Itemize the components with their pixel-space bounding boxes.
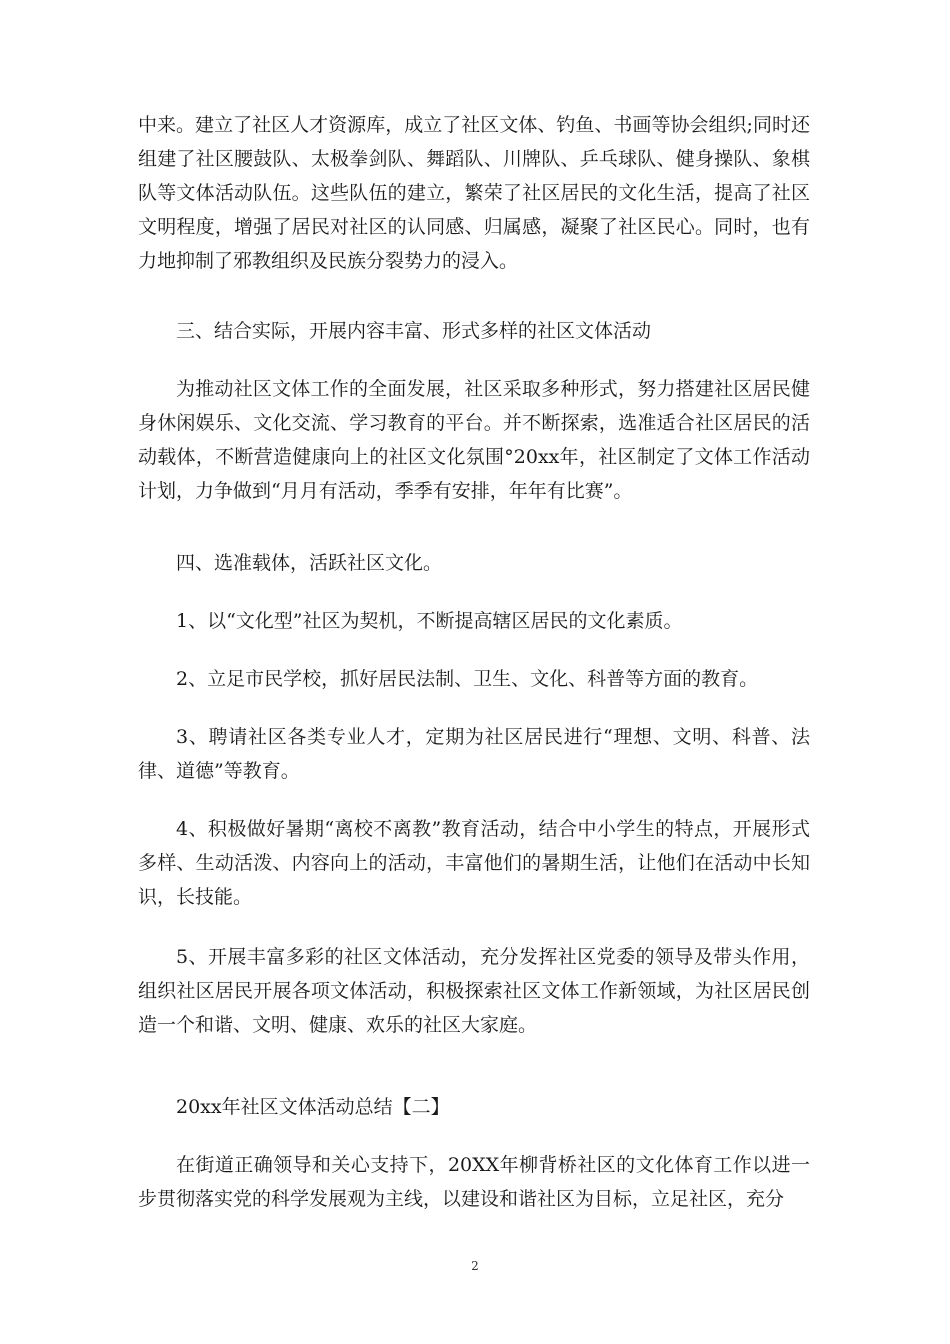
paragraph-culture-development: 为推动社区文体工作的全面发展，社区采取多种形式，努力搭建社区居民健身休闲娱乐、文化交流、学习教育的平台。并不断探索，选准适合社区居民的活动载体，不断营造健康向上的社区文化氛围°20xx年，社区制定了文体工作活动计划，力争做到“月月有活动，季季有安排，年年有比赛”。 (138, 378, 810, 502)
section-heading-3: 三、结合实际，开展内容丰富、形式多样的社区文体活动 (176, 320, 652, 342)
list-item-5: 5、开展丰富多彩的社区文体活动，充分发挥社区党委的领导及带头作用，组织社区居民开展各项文体活动，积极探索社区文体工作新领域，为社区居民创造一个和谐、文明、健康、欢乐的社区大家庭。 (138, 946, 810, 1036)
paragraph-summary-2-intro: 在街道正确领导和关心支持下，20XX年柳背桥社区的文化体育工作以进一步贯彻落实党的科学发展观为主线，以建设和谐社区为目标，立足社区，充分 (138, 1154, 810, 1210)
list-item-1: 1、以“文化型”社区为契机，不断提高辖区居民的文化素质。 (176, 610, 683, 632)
page-number: 2 (471, 1259, 479, 1273)
list-item-4: 4、积极做好暑期“离校不离教”教育活动，结合中小学生的特点，开展形式多样、生动活泼、内容向上的活动，丰富他们的暑期生活，让他们在活动中长知识，长技能。 (138, 818, 810, 908)
list-item-2: 2、立足市民学校，抓好居民法制、卫生、文化、科普等方面的教育。 (176, 668, 759, 690)
list-item-3: 3、聘请社区各类专业人才，定期为社区居民进行“理想、文明、科普、法律、道德”等教育。 (138, 726, 810, 782)
paragraph-continuation: 中来。建立了社区人才资源库，成立了社区文体、钓鱼、书画等协会组织;同时还组建了社区腰鼓队、太极拳剑队、舞蹈队、川牌队、乒乓球队、健身操队、象棋队等文体活动队伍。这些队伍的建立，繁荣了社区居民的文化生活，提高了社区文明程度，增强了居民对社区的认同感、归属感，凝聚了社区民心。同时，也有力地抑制了邪教组织及民族分裂势力的浸入。 (138, 114, 810, 272)
section-heading-4: 四、选准载体，活跃社区文化。 (176, 552, 443, 574)
section-title-summary-2: 20xx年社区文体活动总结【二】 (176, 1096, 450, 1118)
